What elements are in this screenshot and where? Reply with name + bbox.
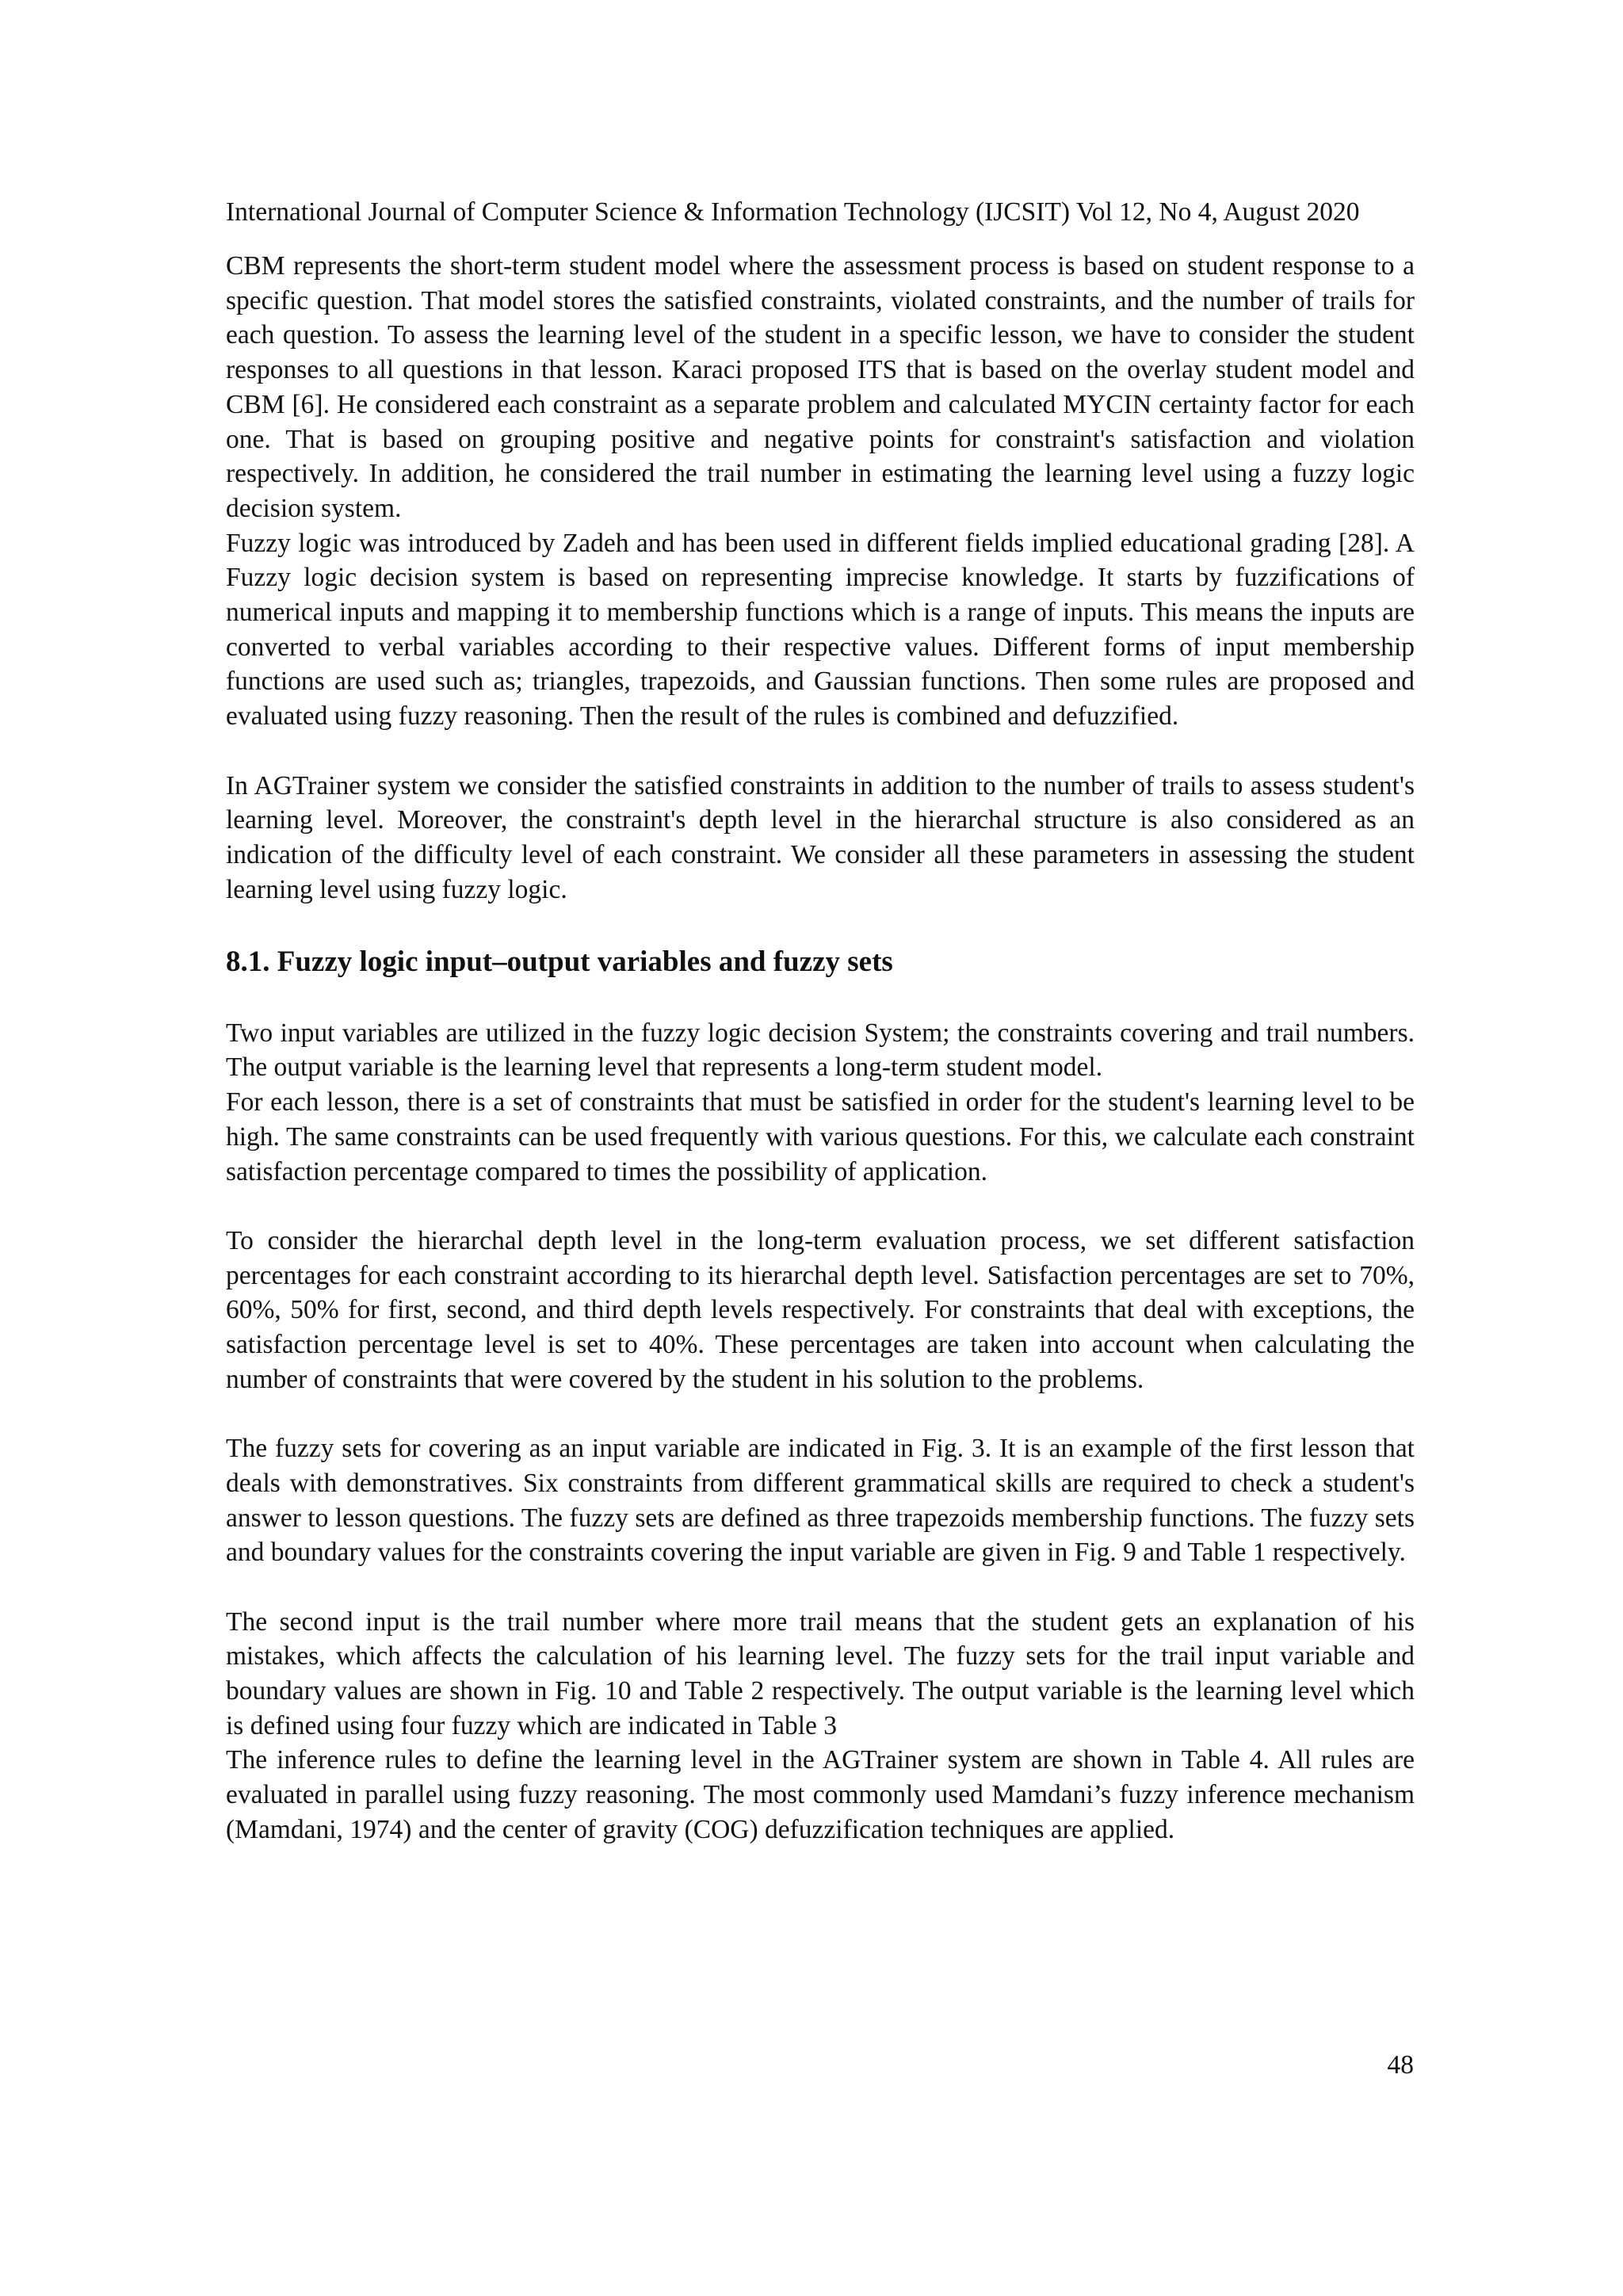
paragraph-constraints-set: For each lesson, there is a set of constraints that must be satisfied in order for the student's learning level to be high. The same constraints can be used frequently with various questions. For this, we calculate each constraint satisfaction percentage compared to times the possibility of application.: [226, 1087, 1415, 1186]
page-number: 48: [1387, 2050, 1414, 2080]
paragraph-input-variables: Two input variables are utilized in the fuzzy logic decision System; the constraints covering and trail numbers. The output variable is the learning level that represents a long-term student model.: [226, 1018, 1415, 1083]
paragraph-gap: [226, 734, 1415, 769]
running-header: International Journal of Computer Science & Information Technology (IJCSIT) Vol 12, No 4, August 2020: [226, 197, 1360, 227]
paragraph-cbm: CBM represents the short-term student model where the assessment process is based on student response to a specific question. That model stores the satisfied constraints, violated constraints, and the number of trails for each question. To assess the learning level of the student in a specific lesson, we have to consider the student responses to all questions in that lesson. Karaci proposed ITS that is based on the overlay student model and CBM [6]. He considered each constraint as a separate problem and calculated MYCIN certainty factor for each one. That is based on grouping positive and negative points for constraint's satisfaction and violation respectively. In addition, he considered the trail number in estimating the learning level using a fuzzy logic decision system.: [226, 251, 1415, 523]
body-text: [226, 249, 1415, 1847]
paragraph-gap: [226, 1570, 1415, 1605]
paragraph-gap: [226, 1189, 1415, 1224]
paragraph-gap: [226, 1396, 1415, 1431]
paragraph-agtrainer: In AGTrainer system we consider the satisfied constraints in addition to the number of trails to assess student's learning level. Moreover, the constraint's depth level in the hierarchal structure is also considered as an indication of the difficulty level of each constraint. We consider all these parameters in assessing the student learning level using fuzzy logic.: [226, 770, 1415, 904]
paragraph-inference-rules: The inference rules to define the learning level in the AGTrainer system are shown in Table 4. All rules are evaluated in parallel using fuzzy reasoning. The most commonly used Mamdani’s fuzzy inference mechanism (Mamdani, 1974) and the center of gravity (COG) defuzzification techniques are applied.: [226, 1745, 1415, 1844]
paragraph-gap: [226, 981, 1415, 1016]
paragraph-gap: [226, 907, 1415, 942]
paragraph-fuzzy-logic-intro: Fuzzy logic was introduced by Zadeh and has been used in different fields implied educational grading [28]. A Fuzzy logic decision system is based on representing imprecise knowledge. It starts by fuzzifications of numerical inputs and mapping it to membership functions which is a range of inputs. This means the inputs are converted to verbal variables according to their respective values. Different forms of input membership functions are used such as; triangles, trapezoids, and Gaussian functions. Then some rules are proposed and evaluated using fuzzy reasoning. Then the result of the rules is combined and defuzzified.: [226, 528, 1415, 732]
section-heading: 8.1. Fuzzy logic input–output variables and fuzzy sets: [226, 946, 893, 979]
paragraph-fuzzy-sets-covering: The fuzzy sets for covering as an input variable are indicated in Fig. 3. It is an example of the first lesson that deals with demonstratives. Six constraints from different grammatical skills are required to check a student's answer to lesson questions. The fuzzy sets are defined as three trapezoids membership functions. The fuzzy sets and boundary values for the constraints covering the input variable are given in Fig. 9 and Table 1 respectively.: [226, 1434, 1415, 1568]
paragraph-depth-level: To consider the hierarchal depth level in the long-term evaluation process, we set different satisfaction percentages for each constraint according to its hierarchal depth level. Satisfaction percentages are set to 70%, 60%, 50% for first, second, and third depth levels respectively. For constraints that deal with exceptions, the satisfaction percentage level is set to 40%. These percentages are taken into account when calculating the number of constraints that were covered by the student in his solution to the problems.: [226, 1225, 1415, 1394]
paragraph-trail-input: The second input is the trail number where more trail means that the student gets an explanation of his mistakes, which affects the calculation of his learning level. The fuzzy sets for the trail input variable and boundary values are shown in Fig. 10 and Table 2 respectively. The output variable is the learning level which is defined using four fuzzy which are indicated in Table 3: [226, 1606, 1415, 1740]
